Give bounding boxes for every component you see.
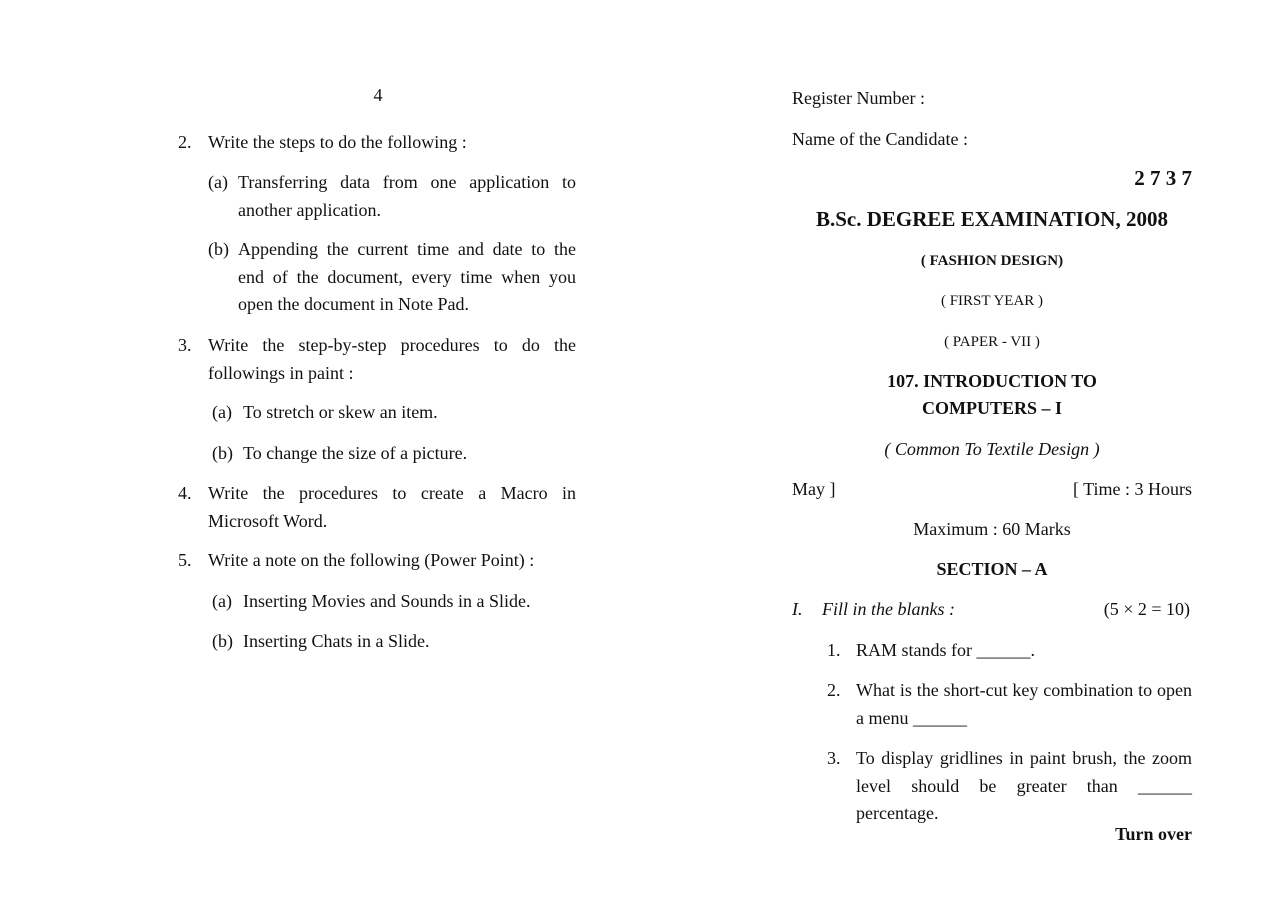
sub-text: Inserting Chats in a Slide. <box>243 631 430 651</box>
max-marks: Maximum : 60 Marks <box>913 519 1071 539</box>
item-number: 2. <box>827 680 841 700</box>
common-to: ( Common To Textile Design ) <box>884 439 1100 459</box>
course-title-line1: 107. INTRODUCTION TO <box>887 371 1097 391</box>
sub-text: To stretch or skew an item. <box>243 402 438 422</box>
item-text: RAM stands for ______. <box>856 640 1035 660</box>
sub-label: (b) <box>208 239 229 259</box>
sub-text: To change the size of a picture. <box>243 443 468 463</box>
course-title-line2: COMPUTERS – I <box>921 398 1062 418</box>
item-text: What is the short-cut key combination to open a menu ______ <box>856 680 1192 728</box>
question-number: 2. <box>178 132 192 152</box>
part-marks: (5 × 2 = 10) <box>1103 599 1190 619</box>
question-text: Write a note on the following (Power Point) : <box>208 550 535 570</box>
left-page <box>178 0 578 905</box>
item-text: To display gridlines in paint brush, the zoom level should be greater than ______ percentage. <box>856 748 1192 823</box>
exam-time: [ Time : 3 Hours <box>1072 479 1192 499</box>
page-number: 4 <box>373 85 383 105</box>
sub-label: (a) <box>208 172 228 192</box>
sub-text: Appending the current time and date to the end of the document, every time when you open the document in Note Pad. <box>238 239 576 314</box>
turn-over: Turn over <box>1115 824 1192 844</box>
subject: ( FASHION DESIGN) <box>920 253 1064 269</box>
part-instruction: Fill in the blanks : <box>822 599 955 619</box>
question-text: Write the procedures to create a Macro in Microsoft Word. <box>208 483 576 531</box>
paper: ( PAPER - VII ) <box>944 334 1040 350</box>
paper-code: 2 7 3 7 <box>1134 166 1192 190</box>
question-number: 4. <box>178 483 192 503</box>
exam-title: B.Sc. DEGREE EXAMINATION, 2008 <box>816 207 1168 231</box>
candidate-name-label: Name of the Candidate : <box>792 129 968 149</box>
sub-label: (a) <box>212 591 232 611</box>
right-page <box>792 0 1192 905</box>
sub-text: Inserting Movies and Sounds in a Slide. <box>243 591 531 611</box>
item-number: 3. <box>827 748 841 768</box>
question-text: Write the steps to do the following : <box>208 132 467 152</box>
question-text: Write the step-by-step procedures to do the followings in paint : <box>208 335 576 383</box>
exam-month: May ] <box>792 479 836 499</box>
item-number: 1. <box>827 640 841 660</box>
sub-label: (b) <box>212 443 233 463</box>
sub-label: (a) <box>212 402 232 422</box>
year: ( FIRST YEAR ) <box>940 293 1044 309</box>
section-heading: SECTION – A <box>936 559 1048 579</box>
sub-text: Transferring data from one application to another application. <box>238 172 576 220</box>
question-number: 3. <box>178 335 192 355</box>
sub-label: (b) <box>212 631 233 651</box>
question-number: 5. <box>178 550 192 570</box>
register-number-label: Register Number : <box>792 88 925 108</box>
part-label: I. <box>792 599 803 619</box>
